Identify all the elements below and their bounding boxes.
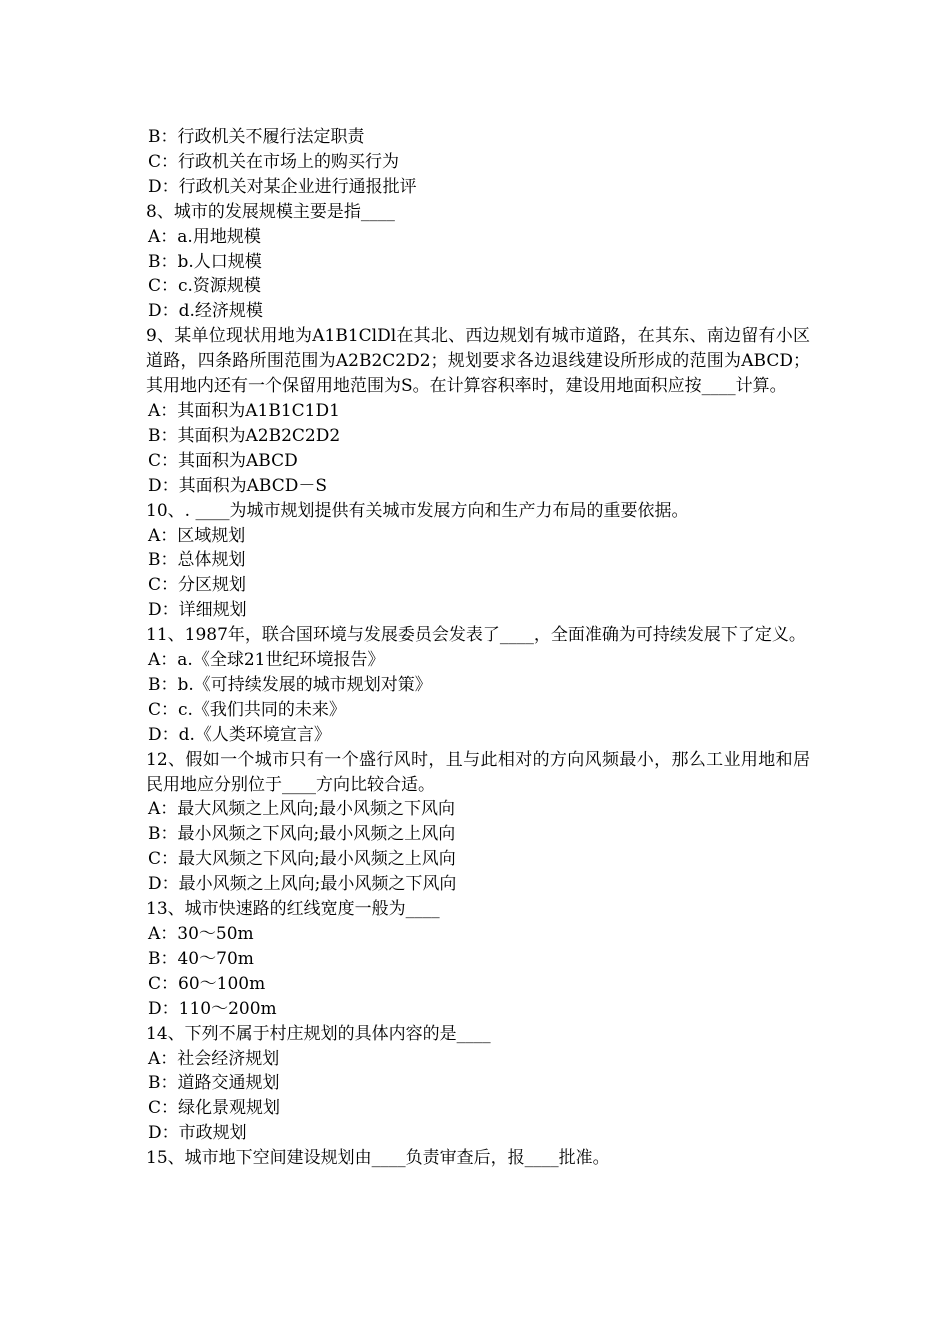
answer-option: A：社会经济规划 (148, 1048, 280, 1069)
answer-option: D：行政机关对某企业进行通报批评 (148, 176, 417, 197)
question-text: 15、城市地下空间建设规划由____负责审查后，报____批准。 (146, 1148, 610, 1169)
answer-option: B：行政机关不履行法定职责 (148, 127, 365, 147)
answer-option: C：行政机关在市场上的购买行为 (148, 151, 400, 172)
answer-option: D：d.经济规模 (148, 301, 263, 322)
answer-option: D：d.《人类环境宣言》 (148, 724, 331, 745)
answer-option: B：总体规划 (148, 550, 246, 571)
answer-option: B：40～70m (148, 948, 254, 969)
answer-option: C：最大风频之下风向;最小风频之上风向 (148, 849, 456, 870)
answer-option: C：其面积为ABCD (148, 450, 298, 471)
answer-option: A：a.用地规模 (148, 226, 261, 247)
answer-option: C：c.资源规模 (148, 276, 261, 297)
question-text: 12、假如一个城市只有一个盛行风时，且与此相对的方向风频最小，那么工业用地和居民用地应分别位于____方向比较合适。 (146, 749, 810, 795)
answer-option: B：最小风频之下风向;最小风频之上风向 (148, 824, 456, 845)
answer-option: C：c.《我们共同的未来》 (148, 699, 346, 720)
answer-option: D：其面积为ABCD－S (148, 475, 327, 496)
question-text: 9、某单位现状用地为A1B1ClDl在其北、西边规划有城市道路，在其东、南边留有小区道路，四条路所围范围为A2B2C2D2；规划要求各边退线建设所形成的范围为ABCD；其用地内还有一个保留用地范围为S。在计算容积率时，建设用地面积应按____计算。 (146, 326, 810, 397)
answer-option: D：最小风频之上风向;最小风频之下风向 (148, 874, 457, 895)
answer-option: A：其面积为A1B1C1D1 (148, 400, 340, 421)
answer-option: A：最大风频之上风向;最小风频之下风向 (148, 799, 456, 820)
answer-option: D：110～200m (148, 998, 277, 1019)
answer-option: B：b.人口规模 (148, 251, 262, 272)
answer-option: D：市政规划 (148, 1123, 247, 1144)
answer-option: C：60～100m (148, 973, 266, 994)
answer-option: A：30～50m (148, 924, 254, 944)
answer-option: A：区域规划 (148, 525, 246, 546)
answer-option: A：a.《全球21世纪环境报告》 (148, 650, 385, 671)
answer-option: B：道路交通规划 (148, 1073, 280, 1094)
question-text: 11、1987年，联合国环境与发展委员会发表了____，全面准确为可持续发展下了定义。 (146, 625, 806, 646)
question-text: 14、下列不属于村庄规划的具体内容的是____ (146, 1023, 491, 1044)
answer-option: D：详细规划 (148, 600, 247, 621)
answer-option: C：分区规划 (148, 575, 247, 596)
question-text: 10、. ____为城市规划提供有关城市发展方向和生产力布局的重要依据。 (146, 500, 689, 521)
answer-option: C：绿化景观规划 (148, 1098, 281, 1119)
question-text: 13、城市快速路的红线宽度一般为____ (146, 899, 440, 920)
answer-option: B：b.《可持续发展的城市规划对策》 (148, 674, 432, 695)
question-list (146, 125, 810, 1171)
question-text: 8、城市的发展规模主要是指____ (146, 201, 395, 222)
answer-option: B：其面积为A2B2C2D2 (148, 425, 341, 446)
